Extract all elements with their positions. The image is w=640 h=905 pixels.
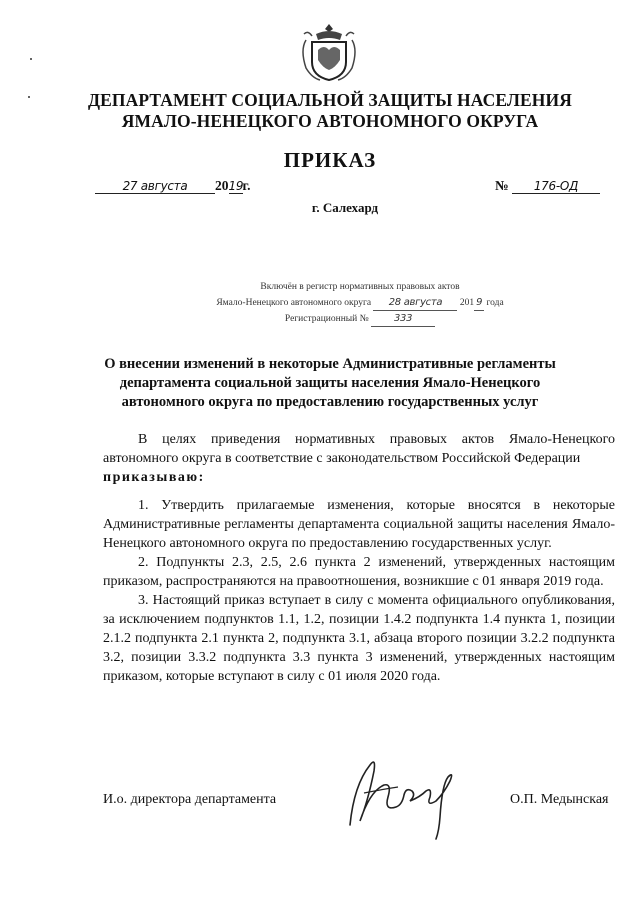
year-handwritten: 19 (228, 179, 244, 193)
stamp-year-prefix: 201 (459, 298, 475, 308)
registration-stamp (180, 280, 540, 327)
signatory-position: И.о. директора департамента (103, 792, 277, 807)
stamp-reg-number: 333 (371, 311, 435, 327)
signatory-name: О.П. Медынская (510, 792, 609, 807)
department-line-2: ЯМАЛО-НЕНЕЦКОГО АВТОНОМНОГО ОКРУГА (121, 111, 539, 131)
order-subject: О внесении изменений в некоторые Административные регламенты департамента социальной защиты населения Ямало-Ненецкого автономного округа по предоставлению государственных услуг (104, 356, 556, 410)
preamble-text: В целях приведения нормативных правовых актов Ямало-Ненецкого автономного округа в соответствие с законодательством Российской Федерации (103, 432, 615, 466)
preamble-paragraph (103, 430, 615, 487)
date-handwritten: 27 августа (95, 179, 215, 194)
number-label: № (495, 178, 509, 193)
stamp-year-handwritten: 9 (474, 295, 484, 311)
stamp-line-2-prefix: Ямало-Ненецкого автономного округа (216, 298, 372, 308)
stamp-year-suffix: года (486, 298, 504, 308)
stamp-reg-label: Регистрационный № (284, 314, 369, 324)
city: г. Салехард (311, 200, 379, 215)
stamp-line-2 (180, 295, 540, 311)
department-line-1: ДЕПАРТАМЕНТ СОЦИАЛЬНОЙ ЗАЩИТЫ НАСЕЛЕНИЯ (88, 90, 572, 110)
stamp-line-3 (180, 311, 540, 327)
order-word: приказываю: (103, 470, 205, 485)
stamp-date-handwritten: 28 августа (373, 295, 457, 311)
order-item-1: 1. Утвердить прилагаемые изменения, которые вносятся в некоторые Административные регламенты департамента социальной защиты населения Ямало-Ненецкого автономного округа по предоставлению государственных услуг. (103, 498, 615, 551)
order-number (495, 178, 600, 194)
year-suffix: г. (242, 178, 251, 193)
order-items (103, 496, 615, 686)
document-type-title: ПРИКАЗ (283, 148, 377, 172)
order-item-2: 2. Подпункты 2.3, 2.5, 2.6 пункта 2 изменений, утвержденных настоящим приказом, распространяются на правоотношения, возникшие с 01 января 2019 года. (103, 555, 615, 589)
order-date (95, 178, 250, 194)
order-item-3: 3. Настоящий приказ вступает в силу с момента официального опубликования, за исключением подпунктов 1.1, 1.2, позиции 1.4.2 подпункта 1.4 пункта 1, позиции 2.1.2 подпункта 2.1 пункта 2, подпункта 3.1, абзаца второго позиции 3.2.2 подпункта 3.2, позиции 3.3.2 подпункта 3.3 пункта 3 изменений, утвержденных настоящим приказом, которые вступают в силу с 01 июля 2020 года. (103, 593, 615, 684)
year-prefix: 20 (215, 178, 229, 193)
stamp-line-1: Включён в регистр нормативных правовых актов (260, 282, 460, 292)
department-name (60, 90, 600, 132)
coat-of-arms-emblem (298, 20, 360, 84)
scan-dot (30, 58, 32, 60)
scan-dot (28, 96, 30, 98)
number-handwritten: 176-ОД (512, 179, 600, 194)
handwritten-signature (340, 745, 470, 840)
